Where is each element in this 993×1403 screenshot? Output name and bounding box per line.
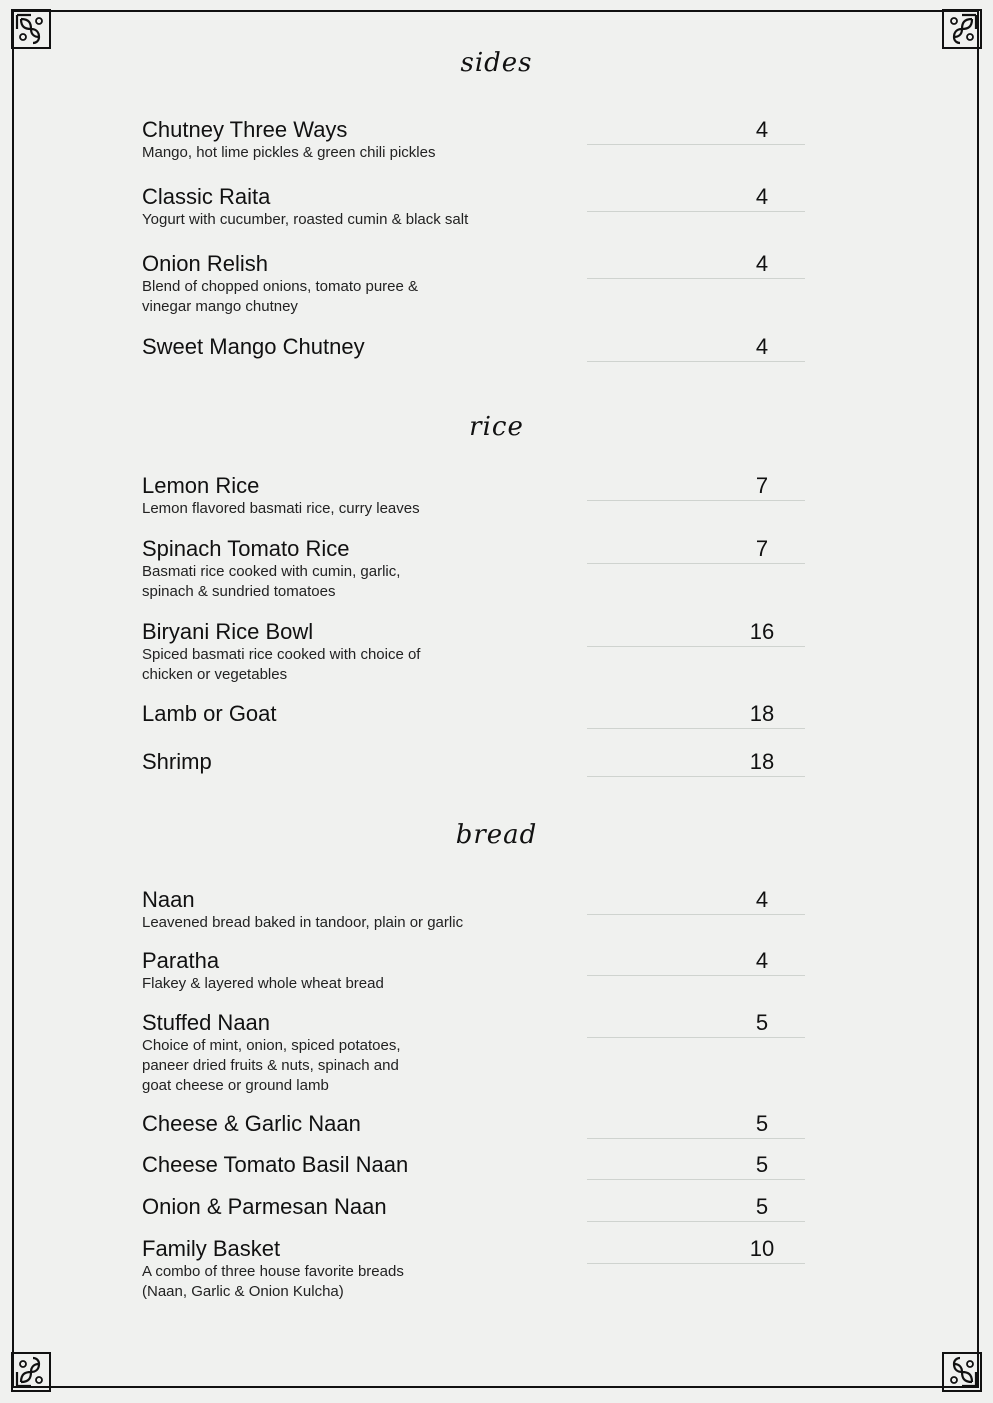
item-description: Yogurt with cucumber, roasted cumin & black salt	[142, 211, 469, 228]
item-price: 4	[755, 887, 769, 912]
item-description: spinach & sundried tomatoes	[142, 583, 336, 600]
item-name: Family Basket	[142, 1236, 281, 1261]
item-price-line	[587, 251, 805, 279]
menu-item	[142, 1152, 807, 1178]
item-description: Basmati rice cooked with cumin, garlic,	[142, 563, 401, 580]
item-name: Naan	[142, 887, 195, 912]
menu-item	[142, 619, 807, 685]
item-name: Biryani Rice Bowl	[142, 619, 314, 644]
corner-ornament-icon	[11, 9, 51, 49]
item-name: Shrimp	[142, 749, 212, 774]
item-description: paneer dried fruits & nuts, spinach and	[142, 1057, 399, 1074]
item-name: Classic Raita	[142, 184, 271, 209]
item-price: 5	[755, 1010, 769, 1035]
menu-item	[142, 887, 807, 933]
item-price: 4	[755, 334, 769, 359]
item-description: Mango, hot lime pickles & green chili pickles	[142, 144, 436, 161]
item-name: Lemon Rice	[142, 473, 260, 498]
item-price: 5	[755, 1152, 769, 1177]
menu-item	[142, 1194, 807, 1220]
item-name: Spinach Tomato Rice	[142, 536, 350, 561]
corner-ornament-icon	[942, 9, 982, 49]
menu-item	[142, 184, 807, 230]
item-description: Leavened bread baked in tandoor, plain or garlic	[142, 914, 464, 931]
item-price-line	[587, 1010, 805, 1038]
menu-item	[142, 334, 807, 360]
item-name: Chutney Three Ways	[142, 117, 348, 142]
item-description: chicken or vegetables	[142, 666, 288, 683]
item-price: 16	[749, 619, 775, 644]
item-name: Stuffed Naan	[142, 1010, 271, 1035]
menu-item	[142, 117, 807, 163]
item-price: 7	[755, 473, 769, 498]
menu-item	[142, 473, 807, 519]
corner-ornament-icon	[11, 1352, 51, 1392]
item-price: 4	[755, 948, 769, 973]
item-name: Cheese Tomato Basil Naan	[142, 1152, 409, 1177]
menu-item	[142, 536, 807, 602]
item-price: 10	[749, 1236, 775, 1261]
item-price-line	[587, 1236, 805, 1264]
menu-item	[142, 1010, 807, 1096]
item-price-line	[587, 619, 805, 647]
item-description: goat cheese or ground lamb	[142, 1077, 329, 1094]
menu-item	[142, 1236, 807, 1302]
item-price: 18	[749, 701, 775, 726]
item-name: Sweet Mango Chutney	[142, 334, 365, 359]
item-price: 4	[755, 117, 769, 142]
item-name: Paratha	[142, 948, 220, 973]
item-price: 5	[755, 1194, 769, 1219]
item-price-line	[587, 117, 805, 145]
item-name: Onion & Parmesan Naan	[142, 1194, 387, 1219]
menu-item	[142, 701, 807, 727]
section-title-sides: sides	[460, 48, 533, 78]
item-description: A combo of three house favorite breads	[142, 1263, 404, 1280]
item-price-line	[587, 1194, 805, 1222]
item-description: vinegar mango chutney	[142, 298, 298, 315]
item-description: (Naan, Garlic & Onion Kulcha)	[142, 1283, 344, 1300]
item-description: Choice of mint, onion, spiced potatoes,	[142, 1037, 401, 1054]
item-price-line	[587, 1111, 805, 1139]
item-price-line	[587, 334, 805, 362]
item-price: 4	[755, 251, 769, 276]
item-price-line	[587, 948, 805, 976]
item-price: 4	[755, 184, 769, 209]
item-price-line	[587, 184, 805, 212]
corner-ornament-icon	[942, 1352, 982, 1392]
item-name: Onion Relish	[142, 251, 268, 276]
item-description: Flakey & layered whole wheat bread	[142, 975, 384, 992]
item-price: 5	[755, 1111, 769, 1136]
item-price-line	[587, 701, 805, 729]
item-price-line	[587, 1152, 805, 1180]
item-description: Spiced basmati rice cooked with choice of	[142, 646, 421, 663]
menu-item	[142, 251, 807, 317]
item-price: 18	[749, 749, 775, 774]
menu-item	[142, 749, 807, 775]
item-price: 7	[755, 536, 769, 561]
item-name: Cheese & Garlic Naan	[142, 1111, 361, 1136]
item-name: Lamb or Goat	[142, 701, 277, 726]
item-description: Blend of chopped onions, tomato puree &	[142, 278, 419, 295]
item-price-line	[587, 536, 805, 564]
section-title-rice: rice	[469, 412, 524, 442]
item-description: Lemon flavored basmati rice, curry leaves	[142, 500, 420, 517]
item-price-line	[587, 749, 805, 777]
item-price-line	[587, 887, 805, 915]
section-title-bread: bread	[455, 820, 538, 850]
menu-item	[142, 948, 807, 994]
menu-item	[142, 1111, 807, 1137]
item-price-line	[587, 473, 805, 501]
